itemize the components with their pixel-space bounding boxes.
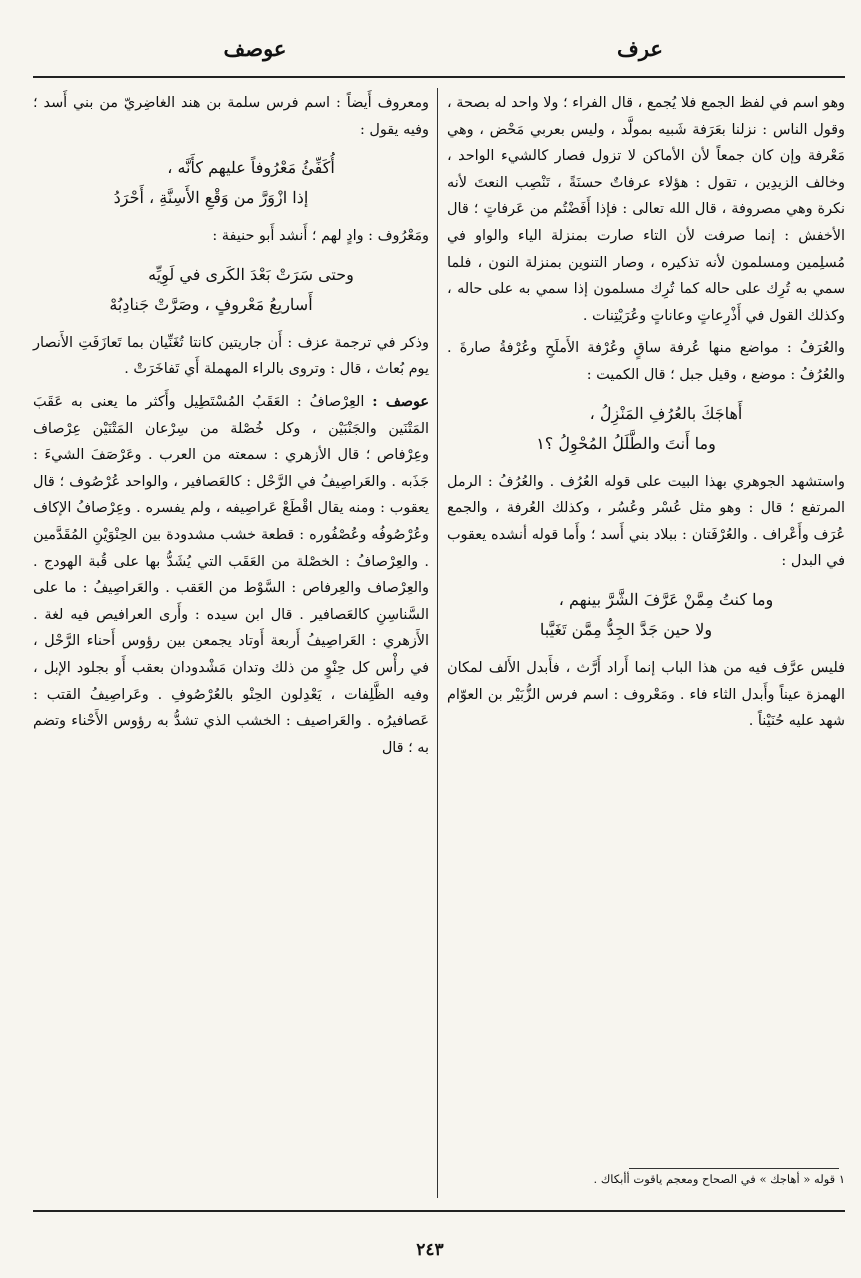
verse-line: أُكَفِّئُ مَعْرُوفاً عليهم كأَنَّه ، — [167, 158, 335, 178]
footnote-rule — [629, 1168, 839, 1169]
verse-line: وما كنتُ مِمَّنْ عَرَّفَ الشَّرَّ بينهم ، — [558, 589, 774, 609]
page-number: ٢٤٣ — [416, 1240, 444, 1260]
verse-line: أَهاجَكَ بالعُرُفِ المَنْزِلُ ، — [589, 403, 743, 423]
right-para-2: والعُرَفُ : مواضع منها عُرفة ساقٍ وعُرْفة الأَملَحِ وعُرْفةُ صارةَ . والعُرُفُ : موضع ، وقيل جبل ؛ قال الكميت : — [447, 340, 845, 383]
right-verse-2 — [447, 585, 845, 645]
verse-line: ولا حين جَدَّ الجِدُّ مِمَّن تَغَيَّبا — [539, 619, 713, 639]
footnote: ١ قوله « أهاجك » في الصحاح ومعجم ياقوت أأبكاك . — [593, 1172, 845, 1186]
top-rule — [33, 76, 845, 78]
right-para-3: واستشهد الجوهري بهذا البيت على قوله العُرُف . والعُرُفُ : الرمل المرتفع ؛ قال : وهو مثل عُسْر وعُسُر ، وكذلك العُرفة ، والجمع عُرَف وأَعْراف . والعُرْفَتان : ببلاد بني أَسد ؛ وأَما قوله أنشده يعقوب في البدل : — [447, 473, 845, 570]
verse-line: إذا ازْوَرَّ من وَقْعِ الأَسِنَّةِ ، أَحْرَدُ — [113, 188, 309, 208]
right-verse-1 — [447, 399, 845, 459]
entry-body: العِرْصافُ : العَقَبُ المُسْتَطِيل وأَكثر ما يعنى به عَقَبَ المَتْنَين والجَنْبَيْن ، وكل خُصْلة من سِرْعان المَتْنَيْن عِرْصاف وعِرْفاص ؛ قال الأزهري : سمعته من العرب . وعَرْصَفَ الشيءَ : جَذَبه . والعَراصِيفُ في الرَّحْل : كالعَصافير ، والواحد عُرْصُوف ؛ قال يعقوب : ومنه يقال اقْطَعْ عَراصِيفه ، ولم يفسره . وعِرْصافُ الإكاف وعُرْصُوفُه وعُصْفُوره : قطعة خشب مشدودة بين الحِنْوَيْنِ المُقَدَّمين . والعِرْصافُ : الخصْلة من العَقَب التي يُشَدُّ بها على قُبة الهودج . والعِرْصاف والعِرفاص : السَّوْط من العَقب . والعَراصِيفُ : ما على السَّناسِنِ كالعَصافير . قال ابن سيده : وأَرى العرافيص فيه لغة . الأَزهري : العَراصِيفُ أَربعة أَوتاد يجمعن بين رؤوس أَحناء الرَّحْل ، في رأْس كل حِنْوٍ من ذلك وتدان مَشْدودان بعقب أَو بجلود الإبل ، وفيه الظَّلِفات ، يَعْدِلون الحِنْو بالعُرْصُوفِ . وعَراصِيفُ القتب : عَصافيرُه . والعَراصيف : الخشب الذي تشدُّ به رؤوس الأَحْناء وتضم به ؛ قال — [33, 393, 429, 756]
left-column — [33, 90, 429, 761]
left-para-2: ومَعْرُوف : وادٍ لهم ؛ أَنشد أَبو حنيفة : — [212, 228, 429, 245]
bottom-rule — [33, 1210, 845, 1212]
left-verse-1 — [33, 153, 429, 213]
entry-headword: عوصف : — [372, 392, 429, 410]
right-column — [447, 90, 845, 735]
column-divider — [437, 88, 438, 1198]
left-para-1: ومعروف أَيضاً : اسم فرس سلمة بن هند الغاضِريّ من بني أَسد ؛ وفيه يقول : — [33, 95, 429, 138]
verse-line: وحتى سَرَتْ بَعْدَ الكَرى في لَوِيِّه — [148, 264, 354, 284]
right-para-4: فليس عرَّف فيه من هذا الباب إنما أَراد أَرَّث ، فأَبدل الأَلف لمكان الهمزة عيناً وأَبدل الثاء فاء . ومَعْروف : اسم فرس الزُّبَيْر بن العوّام شهد عليه حُنَيْناً . — [447, 659, 845, 730]
left-verse-2 — [33, 260, 429, 320]
right-para-1: وهو اسم في لفظ الجمع فلا يُجمع ، قال الفراء ؛ ولا واحد له بصحة ، وقول الناس : نزلنا بعَرَفة شَبيه بمولَّد ، وليس بعربي مَحْض ، وهي مَعْرفة وإن كان جمعاً لأن الأماكن لا تزول فصار كالشيء الواحد ، وخالف الزيدِين ، تقول : هؤلاء عرفاتٌ حسنَةً ، تَنْصِب النعتَ لأنه نكرة وهي مصروفة ، قال الله تعالى : فإذا أَفَضْتُم من عَرفاتٍ ؛ قال الأخفش : إنما صرفت لأن التاء صارت بمنزلة الياء والواو في مُسلِمين ومسلمون لأنه تذكيره ، وصار التنوين بمنزلة النون ، فلما سمي به تُرِك على حاله كما تُرِك مسلمون إذا سمي به على حاله ، وكذلك القول في أَذْرِعاتٍ وعاناتٍ وعُرَيْتِنات . — [447, 95, 845, 324]
left-para-4 — [33, 389, 429, 761]
verse-line: أَساريعُ مَعْروفٍ ، وصَرَّتْ جَنادِبُهْ — [109, 294, 313, 314]
left-para-3: وذكر في ترجمة عزف : أَن جاريتين كانتا تُغَنِّيان بما تَعازَفَتِ الأَنصار يوم بُعاث ، قال : وتروى بالراء المهملة أَي تَفاخَرَتْ . — [33, 334, 429, 378]
header-left-word: عوصف — [223, 36, 287, 61]
verse-line: وما أَنتَ والطَّلَلُ المُحْوِلُ ؟١ — [536, 433, 716, 453]
header-right-word: عرف — [617, 36, 663, 61]
